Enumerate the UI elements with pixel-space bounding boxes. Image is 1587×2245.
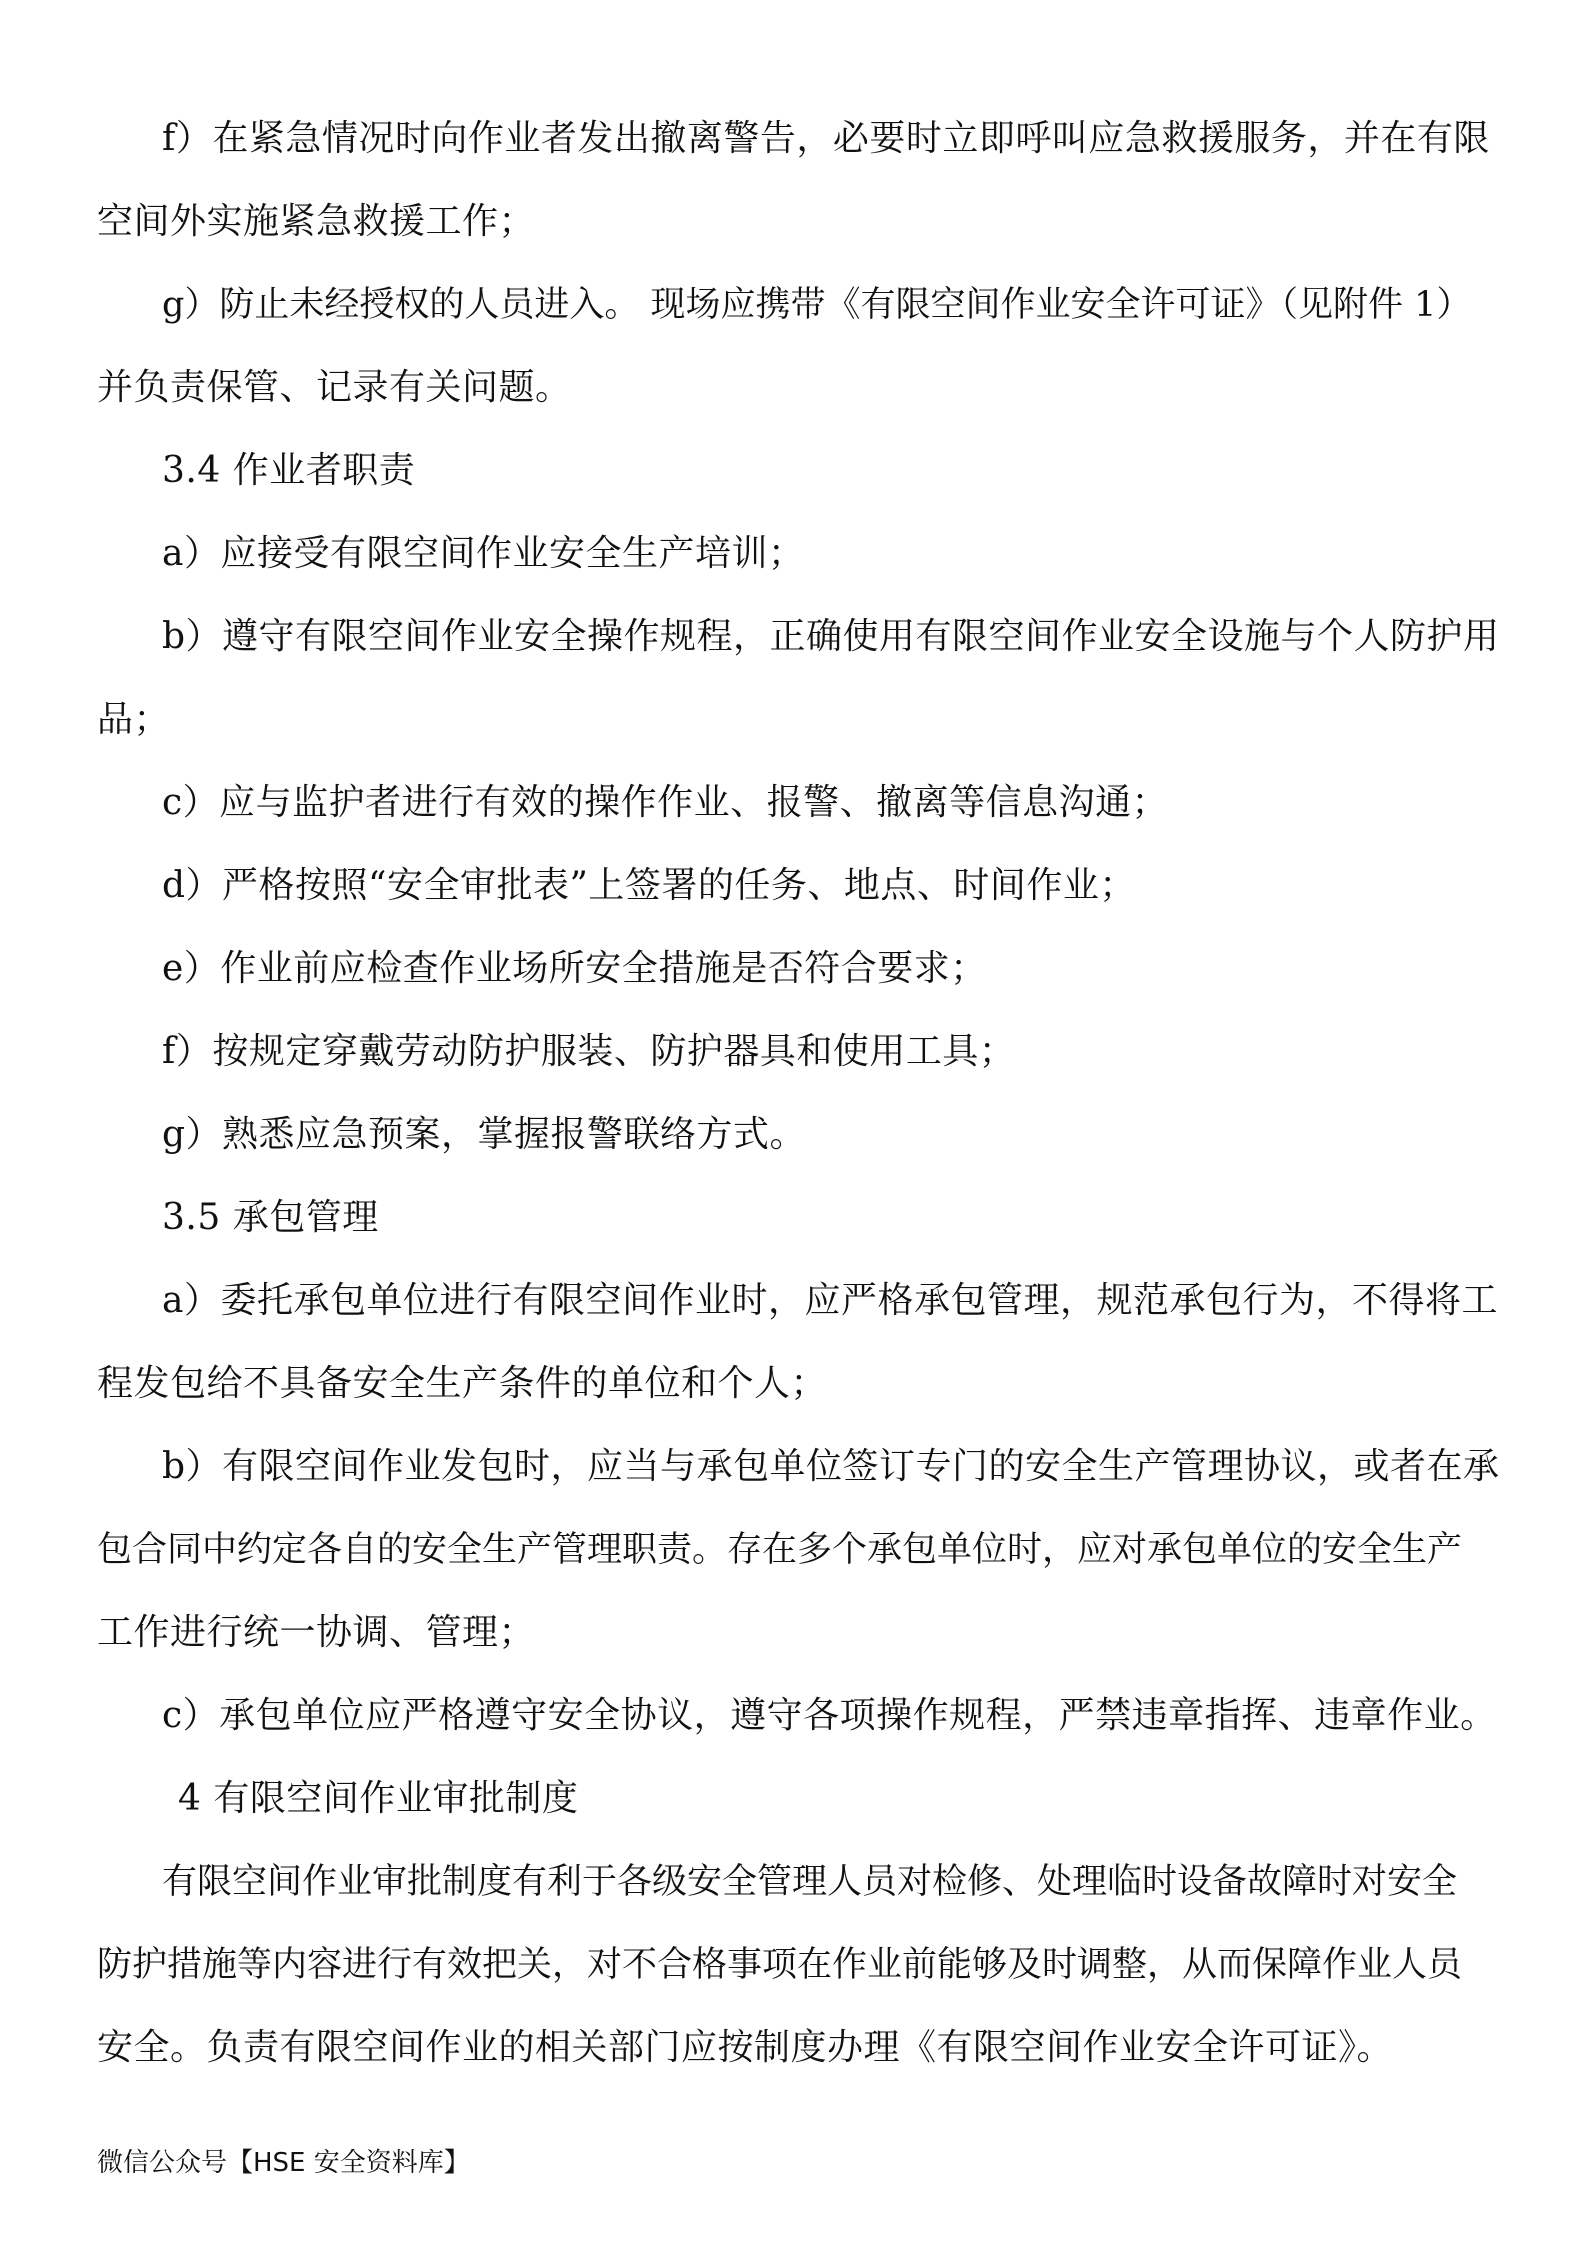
text-line: 有限空间作业审批制度有利于各级安全管理人员对检修、处理临时设备故障时对安全 <box>162 1862 1458 1902</box>
footer-watermark-text: 微信公众号【HSE 安全资料库】 <box>97 2148 470 2178</box>
section-heading: 3.5 承包管理 <box>162 1197 379 1238</box>
text-line: g）熟悉应急预案，掌握报警联络方式。 <box>162 1114 807 1155</box>
text-line: 安全。负责有限空间作业的相关部门应按制度办理《有限空间作业安全许可证》。 <box>97 2027 1394 2068</box>
text-line: 空间外实施紧急救援工作； <box>97 201 536 242</box>
text-line: 程发包给不具备安全生产条件的单位和个人； <box>97 1363 828 1404</box>
text-line: a）应接受有限空间作业安全生产培训； <box>162 533 805 574</box>
text-line: g）防止未经授权的人员进入。 现场应携带《有限空间作业安全许可证》（见附件 1） <box>162 285 1472 325</box>
text-line: c）承包单位应严格遵守安全协议，遵守各项操作规程，严禁违章指挥、违章作业。 <box>162 1695 1497 1736</box>
text-line: a）委托承包单位进行有限空间作业时，应严格承包管理，规范承包行为，不得将工 <box>162 1280 1498 1321</box>
text-line: b）有限空间作业发包时，应当与承包单位签订专门的安全生产管理协议，或者在承 <box>162 1446 1500 1487</box>
text-line: 工作进行统一协调、管理； <box>97 1612 536 1653</box>
text-line: c）应与监护者进行有效的操作作业、报警、撤离等信息沟通； <box>162 782 1169 823</box>
text-line: f）在紧急情况时向作业者发出撤离警告，必要时立即呼叫应急救援服务，并在有限 <box>162 118 1490 159</box>
text-line: f）按规定穿戴劳动防护服装、防护器具和使用工具； <box>162 1031 1016 1072</box>
text-line: 并负责保管、记录有关问题。 <box>97 367 572 408</box>
text-line: e）作业前应检查作业场所安全措施是否符合要求； <box>162 948 987 989</box>
text-line: 防护措施等内容进行有效把关，对不合格事项在作业前能够及时调整，从而保障作业人员 <box>97 1945 1463 1985</box>
text-line: b）遵守有限空间作业安全操作规程，正确使用有限空间作业安全设施与个人防护用 <box>162 616 1500 657</box>
text-line: 包合同中约定各自的安全生产管理职责。存在多个承包单位时，应对承包单位的安全生产 <box>97 1530 1463 1570</box>
text-line: d）严格按照“安全审批表”上签署的任务、地点、时间作业； <box>162 865 1136 906</box>
section-heading: 4 有限空间作业审批制度 <box>178 1778 579 1819</box>
section-heading: 3.4 作业者职责 <box>162 450 416 491</box>
text-line: 品； <box>97 699 171 740</box>
